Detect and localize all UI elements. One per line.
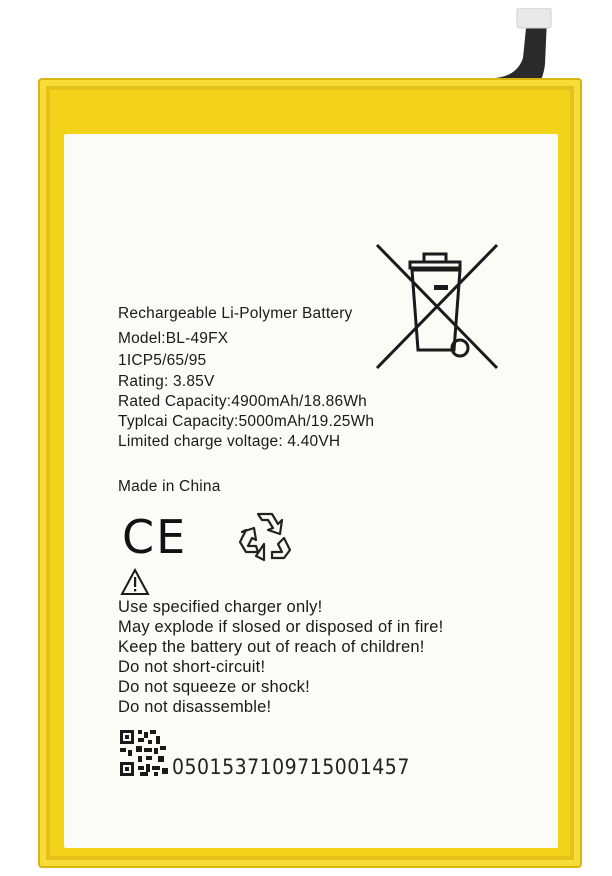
typical-capacity: Typlcai Capacity:5000mAh/19.25Wh [118,413,375,430]
ce-mark: CE [122,510,188,564]
made-in: Made in China [118,478,221,495]
recycle-icon [236,508,294,562]
charge-voltage: Limited charge voltage: 4.40VH [118,433,341,450]
serial-number: 0501537109715001457 [172,755,410,779]
warning-line: Use specified charger only! [118,598,323,616]
crossed-out-wheelie-bin-icon [372,240,502,375]
qr-code-icon [120,730,172,778]
warning-line: Do not squeeze or shock! [118,678,310,696]
rating: Rating: 3.85V [118,373,215,390]
rated-capacity: Rated Capacity:4900mAh/18.86Wh [118,393,367,410]
warning-line: Keep the battery out of reach of children! [118,638,425,656]
warning-line: Do not short-circuit! [118,658,266,676]
cell-code: 1ICP5/65/95 [118,352,207,369]
model-number: Model:BL-49FX [118,330,229,347]
warning-triangle-icon [120,568,150,596]
battery-title: Rechargeable Li-Polymer Battery [118,305,353,322]
warning-line: May explode if slosed or disposed of in fire! [118,618,444,636]
warning-line: Do not disassemble! [118,698,272,716]
